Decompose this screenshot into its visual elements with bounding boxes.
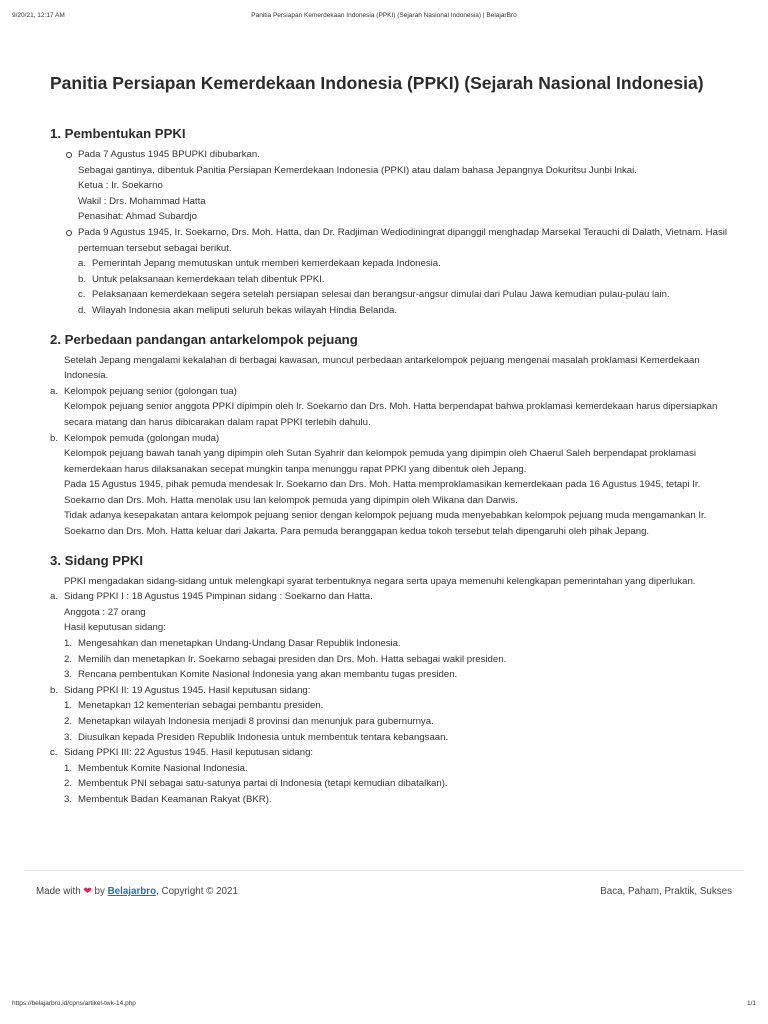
list-item	[64, 667, 728, 683]
footer-tagline: Baca, Paham, Praktik, Sukses	[600, 886, 732, 897]
made-with-text: Made with	[36, 886, 81, 897]
list-item-text: Pada 7 Agustus 1945 BPUPKI dibubarkan.	[78, 149, 260, 160]
section-heading: 1. Pembentukan PPKI	[50, 126, 186, 141]
list-item-text: Kelompok pemuda (golongan muda)	[64, 432, 220, 444]
site-footer	[36, 886, 732, 902]
list-item-text: Sidang PPKI II: 19 Agustus 1945. Hasil keputusan sidang:	[64, 684, 311, 696]
bullet-list	[50, 147, 728, 319]
list-item-text: Penasihat: Ahmad Subardjo	[78, 211, 197, 223]
list-item	[64, 792, 728, 808]
list-marker: c.	[78, 289, 86, 301]
list-marker: 1.	[64, 638, 73, 650]
print-page-number: 1/1	[746, 1000, 756, 1007]
section-heading: 3. Sidang PPKI	[50, 552, 144, 568]
list-item	[50, 589, 728, 683]
list-item-text: Mengesahkan dan menetapkan Undang-Undang Dasar Republik Indonesia.	[78, 638, 401, 650]
list-item-text: Pada 9 Agustus 1945, Ir. Soekarno, Drs. Moh. Hatta, dan Dr. Radjiman Wediodiningrat dipanggil menghadap Marsekal Terauchi di Dalath, Vietnam. Hasil pertemuan tersebut sebagai berikut.	[78, 226, 728, 254]
sub-list	[64, 636, 728, 683]
list-item	[64, 761, 728, 777]
list-item-text: Wilayah Indonesia akan meliputi seluruh bekas wilayah Hindia Belanda.	[92, 304, 398, 316]
article	[50, 71, 728, 820]
list-item	[64, 714, 728, 730]
list-marker: b.	[78, 273, 87, 285]
print-date: 9/20/21, 12:17 AM	[12, 12, 65, 19]
list-marker: 2.	[64, 716, 73, 727]
list-marker: a.	[78, 258, 87, 270]
list-item	[78, 272, 728, 288]
list-item-text: Menetapkan wilayah Indonesia menjadi 8 provinsi dan menunjuk para gubernurnya.	[78, 716, 434, 727]
list-item-text: Memilih dan menetapkan Ir. Soekarno sebagai presiden dan Drs. Moh. Hatta sebagai wakil presiden.	[78, 653, 507, 665]
article-title: Panitia Persiapan Kemerdekaan Indonesia (PPKI) (Sejarah Nasional Indonesia)	[50, 73, 704, 93]
list-item	[78, 287, 728, 303]
list-item	[64, 636, 728, 652]
list-item-text: Membentuk Badan Keamanan Rakyat (BKR).	[78, 793, 272, 805]
section-intro: PPKI mengadakan sidang-sidang untuk melengkapi syarat terbentuknya negara serta upaya memenuhi kelengkapan pemerintahan yang diperlukan.	[64, 575, 696, 587]
print-footer	[12, 1000, 756, 1012]
list-item-text: Rencana pembentukan Komite Nasional Indonesia yang akan membantu tugas presiden.	[78, 669, 458, 681]
list-item-text: Pada 15 Agustus 1945, pihak pemuda mendesak Ir. Soekarno dan Drs. Moh. Hatta memproklamasikan kemerdekaan pada 16 Agustus 1945, tetapi Ir. Soekarno dan Drs. Moh. Hatta menolak usu lan kelompok pemuda yang dipimpin oleh Wikana dan Darwis.	[64, 479, 701, 506]
list-item-text: Diusulkan kepada Presiden Republik Indonesia untuk membentuk tentara kebangsaan.	[78, 731, 449, 743]
list-marker: 3.	[64, 793, 73, 805]
list-item	[64, 776, 728, 792]
list-marker: 3.	[64, 731, 73, 743]
print-page-title: Panitia Persiapan Kemerdekaan Indonesia (PPKI) (Sejarah Nasional Indonesia) | BelajarBro	[251, 12, 517, 19]
list-marker: 2.	[64, 778, 73, 790]
heart-icon: ❤	[83, 886, 92, 897]
list-item	[64, 225, 728, 319]
list-item-text: Pelaksanaan kemerdekaan segera setelah persiapan selesai dan berangsur-angsur dimulai dari Pulau Jawa kemudian pulau-pulau lain.	[92, 289, 670, 301]
list-item-text: Anggota : 27 orang	[64, 606, 146, 618]
list-item	[50, 431, 728, 540]
list-marker: d.	[78, 304, 87, 316]
list-marker: c.	[50, 747, 58, 759]
list-marker: 2.	[64, 653, 73, 665]
list-item-text: Kelompok pejuang senior (golongan tua)	[64, 385, 237, 397]
item-list	[50, 589, 728, 807]
list-item-text: Untuk pelaksanaan kemerdekaan telah dibentuk PPKI.	[92, 273, 325, 285]
by-text: by	[94, 886, 105, 897]
item-list	[50, 384, 728, 540]
list-item-text: Sidang PPKI I : 18 Agustus 1945 Pimpinan sidang : Soekarno dan Hatta.	[64, 591, 373, 603]
list-item-text: Wakil : Drs. Mohammad Hatta	[78, 195, 206, 207]
list-item-text: Pemerintah Jepang memutuskan untuk memberi kemerdekaan kepada Indonesia.	[92, 258, 441, 270]
list-item	[50, 683, 728, 745]
list-item	[64, 652, 728, 668]
print-header	[12, 12, 756, 24]
copyright-text: , Copyright © 2021	[156, 886, 238, 897]
list-item	[50, 745, 728, 807]
list-item-text: Sebagai gantinya, dibentuk Panitia Persiapan Kemerdekaan Indonesia (PPKI) atau dalam bahasa Jepangnya Dokuritsu Junbi lnkai.	[78, 164, 637, 176]
section-sidang-ppki	[50, 552, 728, 808]
list-item-text: Tidak adanya kesepakatan antara kelompok pejuang senior dengan kelompok pejuang muda menyebabkan kelompok pejuang muda mengamankan Ir. Soekarno dan Drs. Moh. Hatta keluar dari Jakarta. Para pemuda beranggapan kedua tokoh tersebut telah dipengaruhi oleh pihak Jepang.	[64, 510, 707, 538]
section-intro: Setelah Jepang mengalami kekalahan di berbagai kawasan, muncul perbedaan antarkelompok pejuang mengenai masalah proklamasi Kemerdekaan Indonesia.	[64, 354, 700, 382]
section-heading: 2. Perbedaan pandangan antarkelompok pejuang	[50, 331, 358, 347]
list-item	[78, 256, 728, 272]
list-item-text: Hasil keputusan sidang:	[64, 622, 166, 634]
list-item	[64, 730, 728, 746]
brand-link[interactable]: Belajarbro	[107, 886, 157, 897]
footer-divider	[24, 870, 744, 871]
list-item-text: Ketua : Ir. Soekarno	[78, 180, 163, 192]
list-marker: b.	[50, 684, 59, 696]
footer-credits	[36, 886, 238, 897]
list-item-text: Menetapkan 12 kementerian sebagai pembantu presiden.	[78, 700, 324, 712]
sub-list	[78, 256, 728, 318]
sub-list	[64, 698, 728, 745]
list-item	[64, 698, 728, 714]
section-pembentukan-ppki	[50, 125, 728, 319]
list-item	[78, 303, 728, 319]
sub-list	[64, 761, 728, 808]
list-marker: a.	[50, 591, 59, 603]
list-marker: 1.	[64, 762, 73, 774]
list-item	[64, 147, 728, 225]
list-item	[50, 384, 728, 431]
list-marker: b.	[50, 432, 59, 444]
list-item-text: Sidang PPKI III: 22 Agustus 1945. Hasil keputusan sidang:	[64, 747, 314, 759]
list-marker: 3.	[64, 669, 73, 681]
list-marker: 1.	[64, 700, 73, 712]
list-item-text: Membentuk Komite Nasional Indonesia.	[78, 762, 248, 774]
list-item-text: Kelompok pejuang bawah tanah yang dipimpin oleh Sutan Syahrir dan kelompok pemuda yang dipimpin oleh Chaerul Saleh berpendapat proklamasi kemerdekaan harus dilaksanakan secepat mungkin tanpa menunggu rapat PPKI yang dibentuk oleh Jepang.	[64, 448, 696, 475]
print-url: https://belajarbro.id/cpns/artikel-twk-14.php	[12, 1000, 136, 1007]
list-marker: a.	[50, 385, 59, 397]
list-item-text: Membentuk PNI sebagai satu-satunya partai di Indonesia (tetapi kemudian dibatalkan).	[78, 778, 448, 790]
list-item-text: Kelompok pejuang senior anggota PPKI dipimpin oleh Ir. Soekarno dan Drs. Moh. Hatta berpendapat bahwa proklamasi kemerdekaan harus dipersiapkan secara matang dan harus dibicarakan dalam rapat PPKI terlebih dahulu.	[64, 401, 718, 428]
section-perbedaan-pandangan	[50, 331, 728, 540]
